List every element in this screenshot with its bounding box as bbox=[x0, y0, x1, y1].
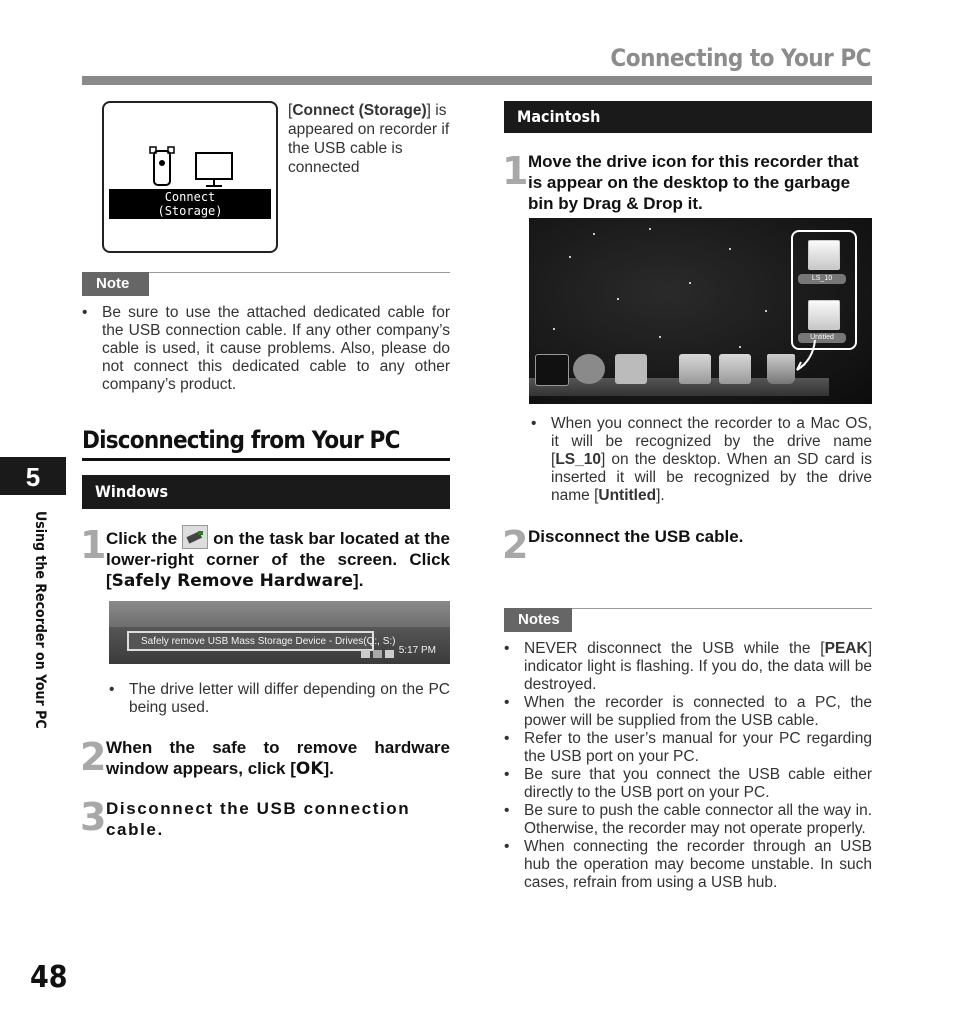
recorder-to-pc-icon bbox=[148, 145, 238, 189]
step1-text-c: ]. bbox=[353, 571, 364, 590]
ls10-drive-icon[interactable] bbox=[808, 240, 840, 270]
caption-text: ] is appeared on recorder if the USB cable is connected bbox=[288, 102, 450, 176]
star bbox=[569, 256, 571, 258]
notes-item-1-a: NEVER disconnect the USB while the [ bbox=[524, 640, 825, 657]
chapter-side-label: Using the Recorder on Your PC bbox=[32, 511, 48, 729]
mac-desktop-screenshot bbox=[529, 218, 872, 404]
windows-step-1-number: 1 bbox=[80, 523, 107, 567]
page-number: 48 bbox=[30, 960, 68, 995]
note-tag: Note bbox=[82, 272, 149, 296]
star bbox=[617, 298, 619, 300]
tray-icons bbox=[359, 647, 399, 661]
untitled-name: Untitled bbox=[598, 487, 657, 504]
windows-step-2-text bbox=[106, 737, 450, 780]
windows-step-1-text bbox=[106, 525, 450, 592]
step2-text-a: When the safe to remove hardware window appears, click [ bbox=[106, 738, 450, 778]
section-title: Disconnecting from Your PC bbox=[82, 426, 400, 454]
header-rule bbox=[82, 76, 872, 85]
terminal-icon[interactable] bbox=[535, 354, 569, 386]
safely-remove-popup[interactable]: Safely remove USB Mass Storage Device - Drives(Q:, S:) bbox=[127, 631, 374, 651]
windows-step-3-text: Disconnect the USB connection cable. bbox=[106, 799, 411, 839]
chapter-tab: 5 bbox=[0, 457, 66, 495]
mac-bullet-text-a: When you connect the recorder to a Mac OS, it will be recognized by the drive name [ bbox=[551, 415, 872, 468]
note-list bbox=[82, 304, 450, 394]
section-rule bbox=[82, 458, 450, 461]
mac-bullet-text-c: ] on the desktop. When an SD card is inserted it will be recognized by the drive name [ bbox=[551, 451, 872, 504]
notes-item: • Be sure to push the cable connector all the way in. Otherwise, the recorder may not operate properly. bbox=[504, 802, 872, 838]
mac-dock bbox=[529, 348, 829, 396]
macintosh-heading: Macintosh bbox=[504, 101, 872, 133]
windows-taskbar-screenshot bbox=[109, 601, 450, 664]
untitled-drive-label: Untitled bbox=[798, 333, 846, 343]
notes-item: • Be sure that you connect the USB cable either directly to the USB port on your PC. bbox=[504, 766, 872, 802]
step1-text-b: on the task bar located at the lower-right corner of the screen. Click [ bbox=[106, 529, 450, 590]
star bbox=[659, 336, 661, 338]
page-header-title: Connecting to Your PC bbox=[610, 44, 871, 72]
star bbox=[765, 310, 767, 312]
notes-tag: Notes bbox=[504, 608, 572, 632]
windows-step-2-number: 2 bbox=[80, 735, 107, 779]
windows-bullet: • The drive letter will differ depending on the PC being used. bbox=[109, 681, 450, 717]
note-item: • Be sure to use the attached dedicated cable for the USB connection cable. If any other company’s cable is used, it cause problems. Also, please do not connect this dedicated cable to any other company’s product. bbox=[82, 304, 450, 394]
star bbox=[649, 228, 651, 230]
mac-step-2-text: Disconnect the USB cable. bbox=[528, 527, 744, 546]
notes-item bbox=[504, 640, 872, 694]
star bbox=[689, 282, 691, 284]
trash-icon[interactable] bbox=[767, 354, 795, 384]
recorder-screen-illustration bbox=[102, 101, 278, 253]
mac-bullet-list bbox=[531, 415, 872, 505]
step2-text-b: ]. bbox=[323, 759, 334, 778]
system-icon[interactable] bbox=[573, 354, 605, 384]
connect-storage-display bbox=[109, 189, 271, 219]
mac-bullet bbox=[531, 415, 872, 505]
mac-step-1-text: Move the drive icon for this recorder that is appear on the desktop to the garbage bin by Drag & Drop it. bbox=[528, 152, 859, 213]
star bbox=[729, 248, 731, 250]
notes-item: • Refer to the user’s manual for your PC regarding the USB port on your PC. bbox=[504, 730, 872, 766]
notes-list bbox=[504, 640, 872, 892]
step1-text-a: Click the bbox=[106, 529, 178, 548]
folder-icon[interactable] bbox=[679, 354, 711, 384]
display-line-2: (Storage) bbox=[157, 204, 223, 218]
notes-item: • When the recorder is connected to a PC, the power will be supplied from the USB cable. bbox=[504, 694, 872, 730]
untitled-drive-icon[interactable] bbox=[808, 300, 840, 330]
mac-step-1-number: 1 bbox=[502, 149, 529, 193]
mac-step-2-number: 2 bbox=[502, 523, 529, 567]
safely-remove-tray-icon bbox=[182, 525, 208, 549]
taskbar-top bbox=[109, 601, 450, 627]
caption-bracket: [ bbox=[288, 102, 293, 119]
windows-step-3-number: 3 bbox=[80, 795, 107, 839]
safely-remove-hardware-label: Safely Remove Hardware bbox=[111, 571, 354, 591]
drive-icons-panel bbox=[791, 230, 857, 350]
peak-label: PEAK bbox=[824, 640, 868, 657]
ls10-name: LS_10 bbox=[555, 451, 601, 468]
mac-bullet-text-e: ]. bbox=[656, 487, 665, 504]
caption-label: Connect (Storage) bbox=[292, 102, 427, 119]
notes-item-1-c: ] indicator light is flashing. If you do, the data will be destroyed. bbox=[524, 640, 872, 693]
display-line-1: Connect bbox=[164, 190, 216, 204]
screen-caption bbox=[288, 101, 458, 177]
utility-icon[interactable] bbox=[615, 354, 647, 384]
downloads-folder-icon[interactable] bbox=[719, 354, 751, 384]
ls10-drive-label: LS_10 bbox=[798, 274, 846, 284]
windows-bullet-list bbox=[109, 681, 450, 717]
windows-heading: Windows bbox=[82, 475, 450, 509]
star bbox=[553, 328, 555, 330]
star bbox=[593, 233, 595, 235]
notes-item: • When connecting the recorder through an USB hub the operation may become unstable. In such cases, refrain from using a USB hub. bbox=[504, 838, 872, 892]
ok-label: OK bbox=[295, 759, 324, 779]
taskbar-clock: 5:17 PM bbox=[398, 645, 436, 656]
